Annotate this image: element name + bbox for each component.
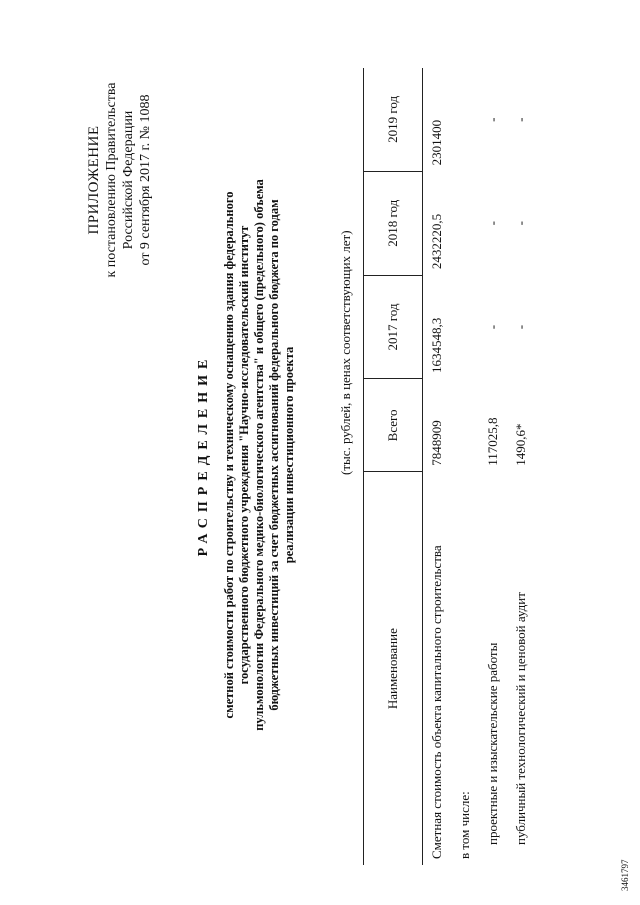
title-line-5: реализации инвестиционного проекта xyxy=(282,346,296,564)
appendix-line-3: от 9 сентября 2017 г. № 1088 xyxy=(138,94,153,266)
row-2019: 2301400 xyxy=(429,119,444,166)
row-2017: - xyxy=(513,324,528,330)
row-2019 xyxy=(451,68,479,171)
row-2018: - xyxy=(513,221,528,226)
row-name: в том числе: xyxy=(457,791,472,859)
row-2019: - xyxy=(485,117,500,122)
row-total xyxy=(451,379,479,472)
title-line-4: бюджетных инвестиций за счет бюджетных ассигнований федерального бюджета по годам xyxy=(267,199,281,711)
row-2017: 1634548,3 xyxy=(429,317,444,373)
header-2017: 2017 год xyxy=(364,275,423,379)
row-name: публичный технологический и ценовой аудит xyxy=(513,592,528,845)
header-name: Наименование xyxy=(364,472,423,865)
header-2018: 2018 год xyxy=(364,171,423,275)
appendix-block xyxy=(86,30,154,330)
table-row xyxy=(423,68,452,865)
row-total: 7848909 xyxy=(429,420,444,466)
document-title xyxy=(196,155,297,755)
appendix-line-2: Российской Федерации xyxy=(121,110,136,250)
row-2019: - xyxy=(513,117,528,122)
row-name: проектные и изыскательские работы xyxy=(485,642,500,845)
units-note: (тыс. рублей, в ценах соответствующих лет) xyxy=(338,230,353,475)
row-2018: 2432220,5 xyxy=(429,213,444,270)
row-2018 xyxy=(451,171,479,275)
distribution-table xyxy=(363,68,535,865)
row-2017 xyxy=(451,275,479,379)
row-2017: - xyxy=(485,324,500,330)
title-line-1: сметной стоимости работ по строительству и техническому оснащению здания федерального xyxy=(222,191,236,719)
row-name: Сметная стоимость объекта капитального строительства xyxy=(429,545,444,859)
title-line-3: пульмонологии Федерального медико-биологического агентства" и общего (предельного) объема xyxy=(252,179,266,731)
row-2018: - xyxy=(485,221,500,226)
document-code: 3461797 xyxy=(620,859,630,891)
table-header-row xyxy=(364,68,423,865)
table-row xyxy=(479,68,507,865)
row-total: 1490,6* xyxy=(513,423,528,466)
appendix-line-1: к постановлению Правительства xyxy=(104,82,119,278)
row-total: 117025,8 xyxy=(485,417,500,466)
table-row xyxy=(507,68,535,865)
title-line-2: государственного бюджетного учреждения "Научно-исследовательский институт xyxy=(237,225,251,685)
table-row xyxy=(451,68,479,865)
appendix-heading: ПРИЛОЖЕНИЕ xyxy=(86,125,102,235)
header-2019: 2019 год xyxy=(364,68,423,171)
header-total: Всего xyxy=(364,379,423,472)
title-main: РАСПРЕДЕЛЕНИЕ xyxy=(196,353,211,557)
